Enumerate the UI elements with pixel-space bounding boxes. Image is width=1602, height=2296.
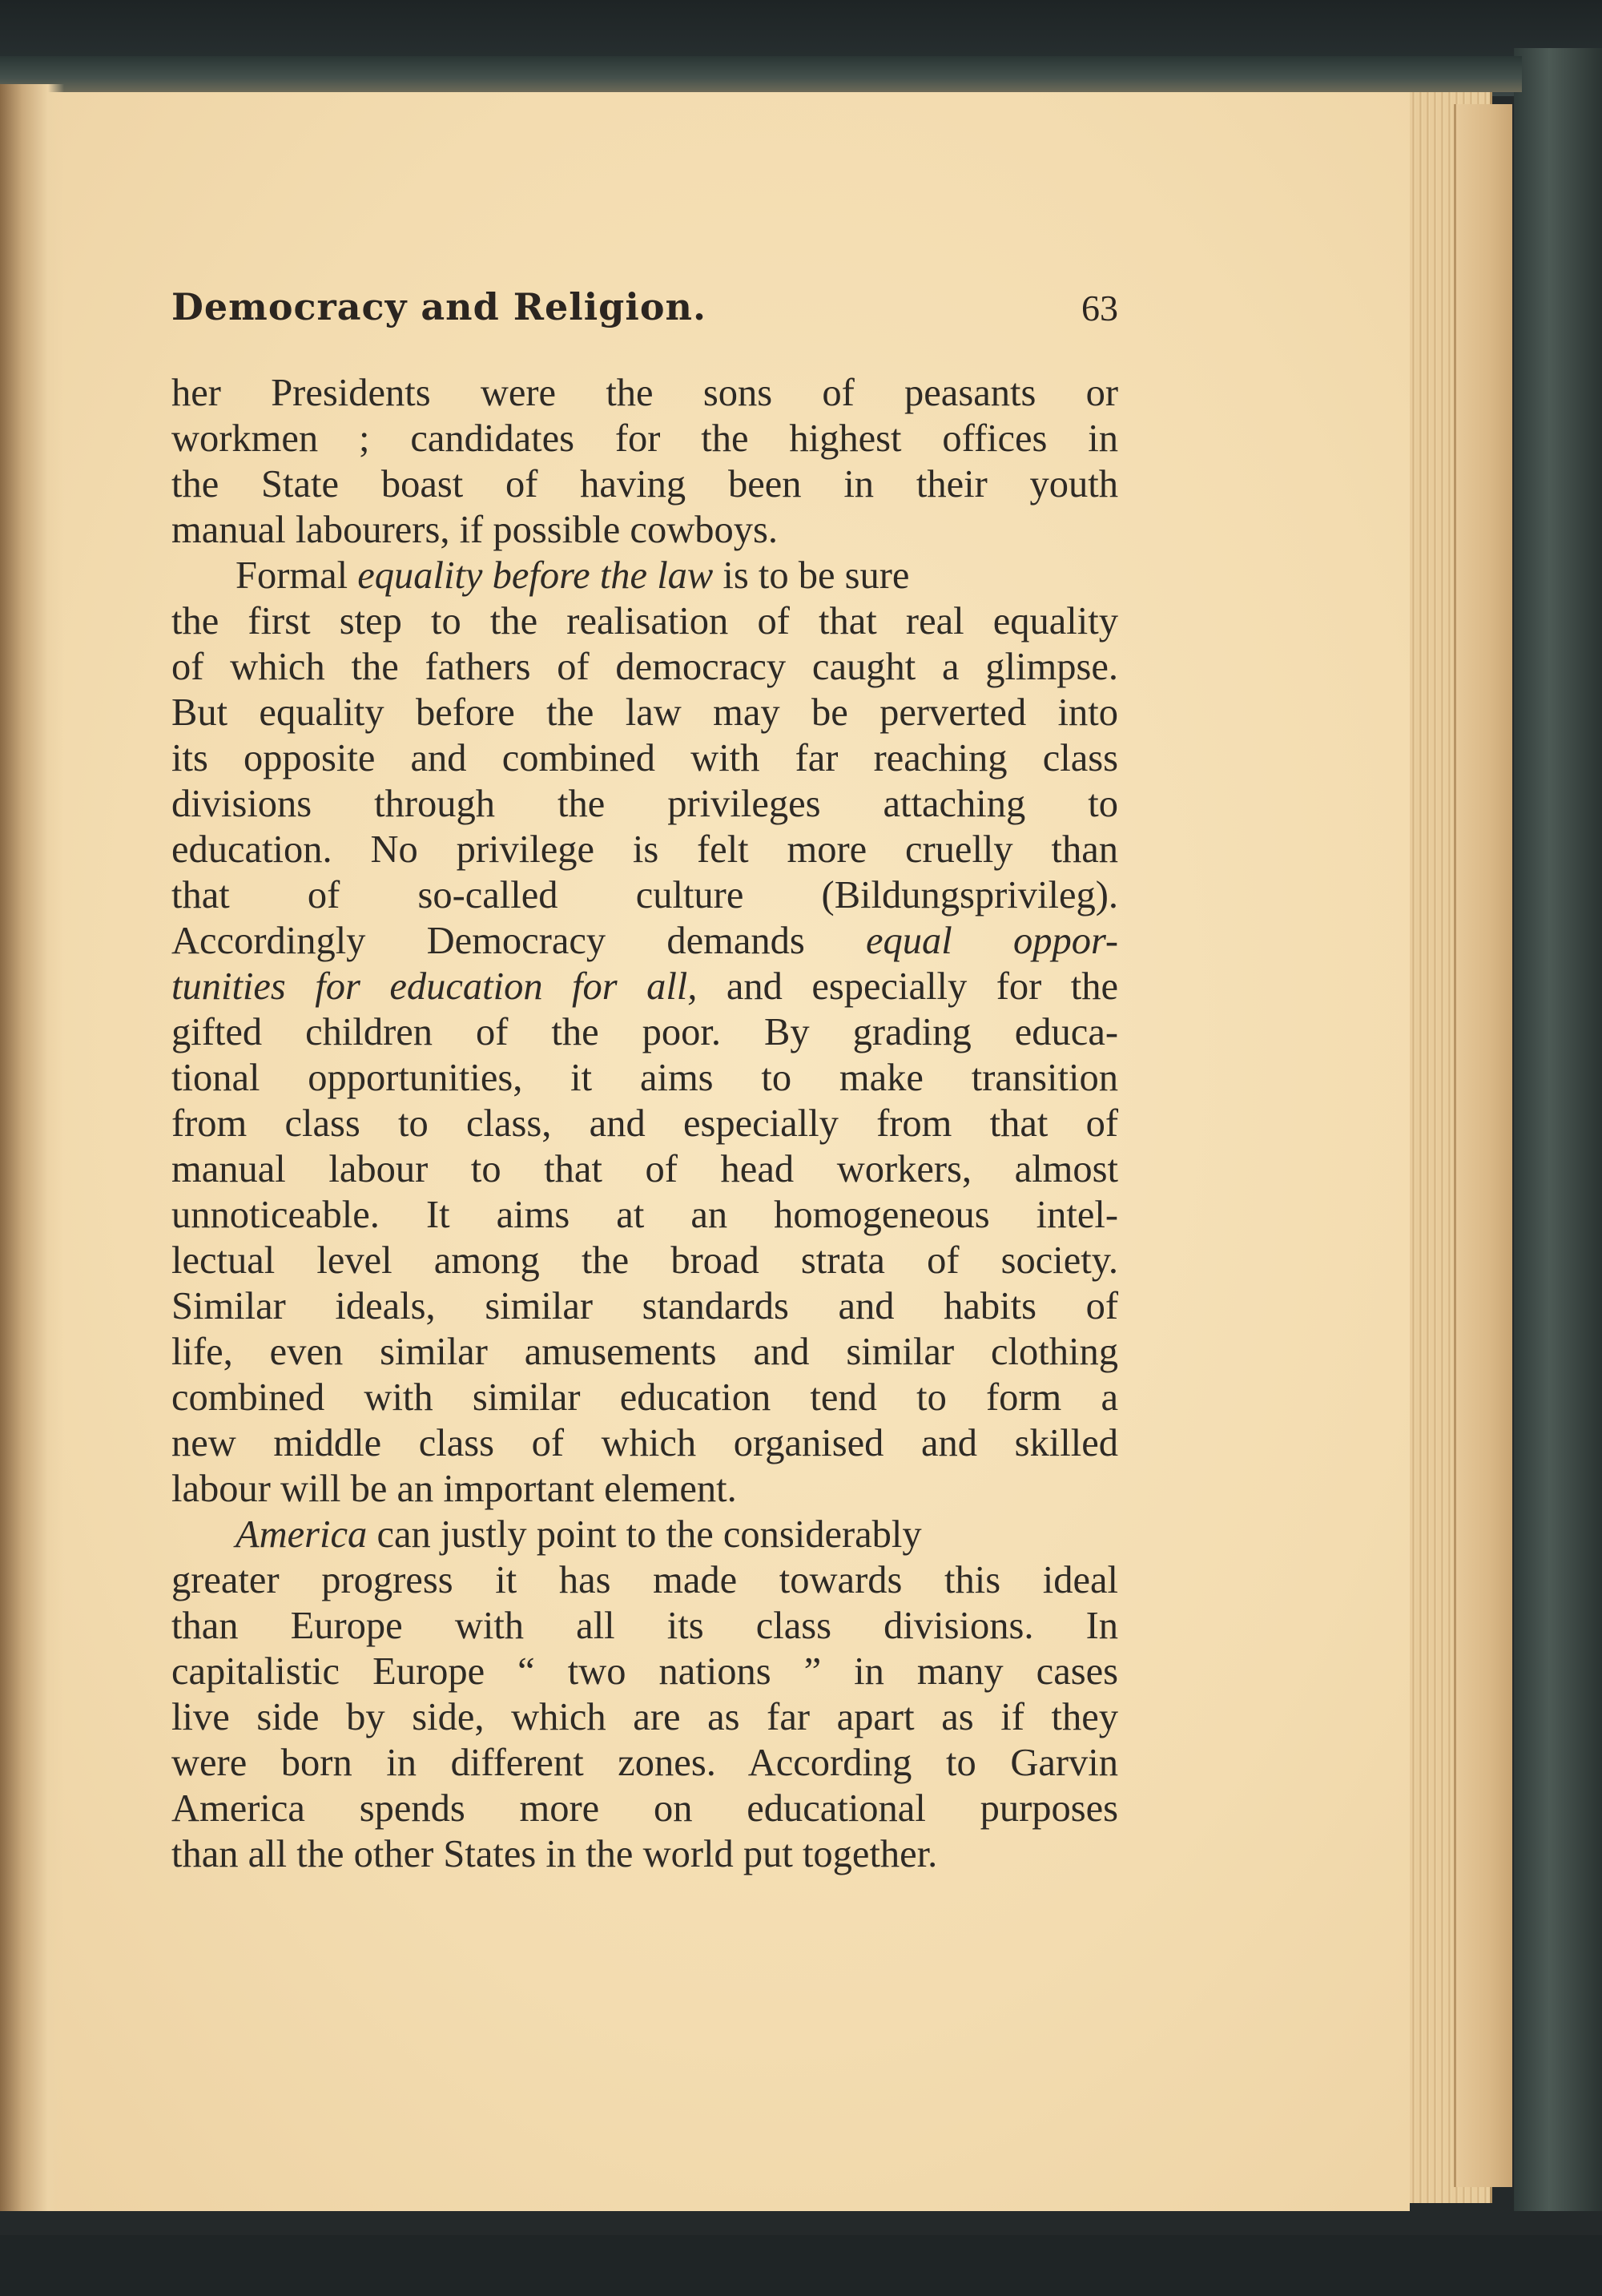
body-text [171, 370, 1118, 1877]
text-line [171, 964, 1118, 1009]
text-line: its opposite and combined with far reaching class [171, 737, 1118, 779]
text-line: tional opportunities, it aims to make transition [171, 1057, 1118, 1099]
text-line: than Europe with all its class divisions. In [171, 1605, 1118, 1647]
text-line: than all the other States in the world put together. [171, 1833, 938, 1875]
emphasis-text: America [235, 1513, 368, 1556]
text-line [171, 918, 1118, 964]
emphasis-text: tunities for education for all, [171, 965, 698, 1008]
text-run: and especially for the [697, 965, 1118, 1008]
text-line: Similar ideals, similar standards and habits of [171, 1285, 1118, 1327]
book-cover-bottom [0, 2235, 1602, 2296]
page-edges-outer [1454, 104, 1512, 2187]
page-number: 63 [1081, 288, 1118, 328]
text-line: the State boast of having been in their youth [171, 463, 1118, 506]
text-line: manual labourers, if possible cowboys. [171, 509, 778, 551]
text-line: manual labour to that of head workers, almost [171, 1148, 1118, 1190]
page-gutter [0, 84, 64, 2211]
text-line: greater progress it has made towards this ideal [171, 1559, 1118, 1601]
text-line [171, 553, 1118, 598]
text-line: new middle class of which organised and skilled [171, 1422, 1118, 1464]
text-line: But equality before the law may be perverted into [171, 691, 1118, 734]
text-line: workmen ; candidates for the highest offices in [171, 417, 1118, 460]
emphasis-text: equality before the law [357, 554, 714, 597]
text-line: divisions through the privileges attaching to [171, 783, 1118, 825]
book-cover-right [1514, 48, 1602, 2211]
text-run: Formal [235, 554, 358, 597]
emphasis-text: equal oppor- [865, 920, 1119, 962]
text-line: combined with similar education tend to form a [171, 1376, 1118, 1419]
text-line: lectual level among the broad strata of society. [171, 1239, 1118, 1282]
text-line: education. No privilege is felt more cruelly than [171, 828, 1118, 871]
text-line: labour will be an important element. [171, 1468, 737, 1510]
text-line: of which the fathers of democracy caught a glimpse. [171, 646, 1118, 688]
text-line: the first step to the realisation of that real equality [171, 600, 1118, 642]
running-title: Democracy and Religion. [171, 285, 706, 328]
text-line: life, even similar amusements and similar clothing [171, 1331, 1118, 1373]
running-header [171, 285, 1118, 341]
text-run: can justly point to the considerably [367, 1513, 922, 1556]
text-run: is to be sure [713, 554, 910, 597]
text-line: her Presidents were the sons of peasants or [171, 372, 1118, 414]
text-line: were born in different zones. According to Garvin [171, 1742, 1118, 1784]
text-line: that of so-called culture (Bildungsprivileg). [171, 874, 1118, 916]
text-line: live side by side, which are as far apart as if they [171, 1696, 1118, 1738]
text-line: unnoticeable. It aims at an homogeneous intel- [171, 1194, 1118, 1236]
text-run: Accordingly Democracy demands [171, 920, 866, 962]
text-line [171, 1512, 1118, 1557]
page-top-shadow [0, 56, 1522, 92]
text-line: from class to class, and especially from that of [171, 1102, 1118, 1145]
text-line: America spends more on educational purposes [171, 1787, 1118, 1830]
text-line: gifted children of the poor. By grading educa- [171, 1011, 1118, 1053]
text-line: capitalistic Europe “ two nations ” in many cases [171, 1650, 1118, 1693]
